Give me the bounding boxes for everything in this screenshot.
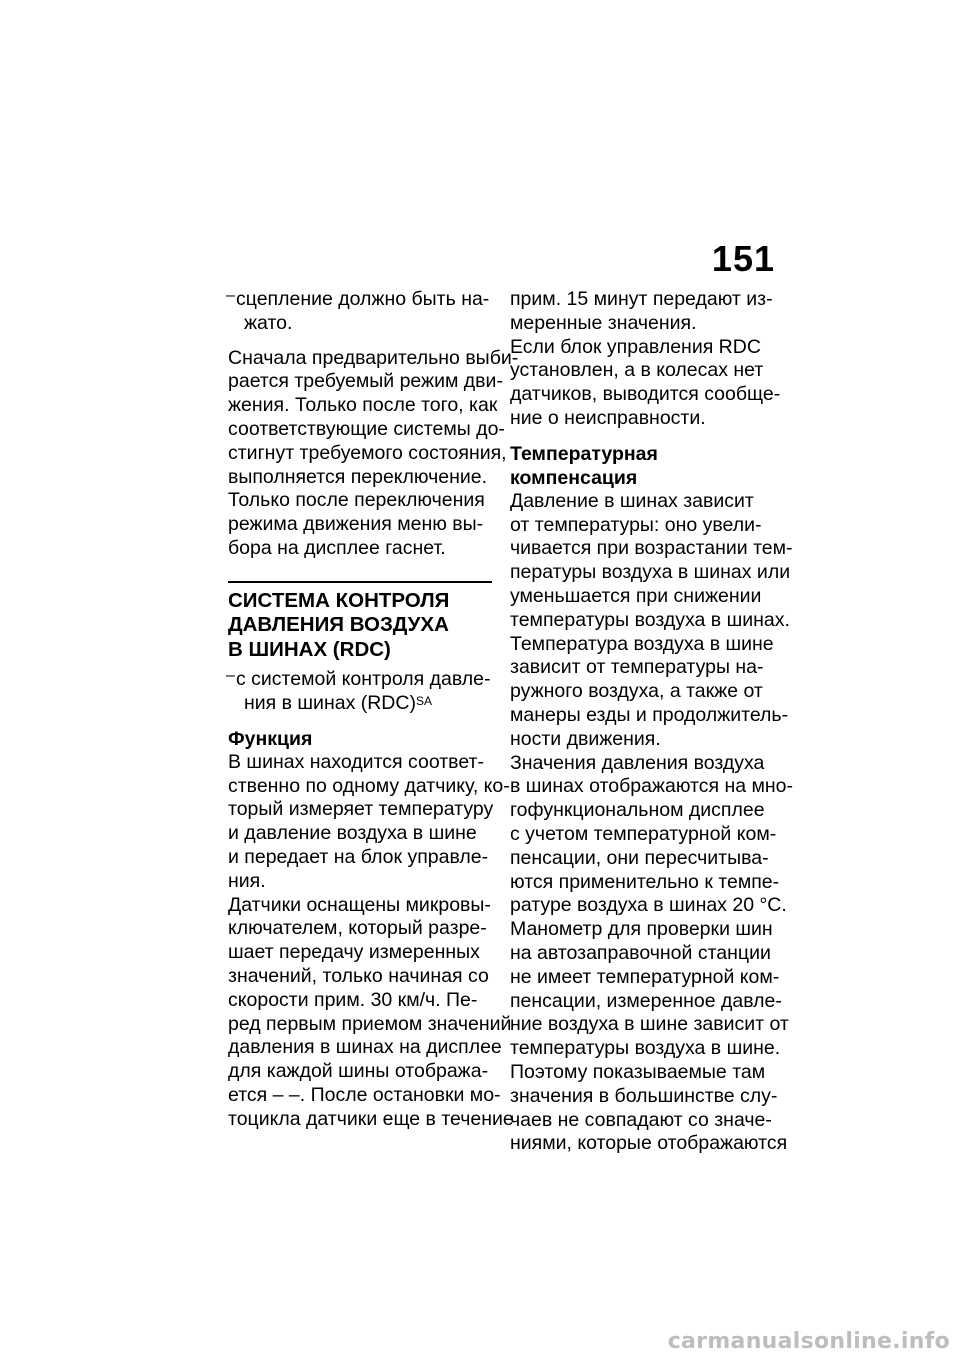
text-line: в шинах отображаются на мно- [510, 775, 793, 798]
paragraph-tire-air-temperature [510, 632, 789, 752]
text-line: выполняется переключение. [228, 465, 488, 488]
paragraph-gas-station-gauge [510, 918, 789, 1156]
text-line: ности движения. [510, 727, 661, 750]
text-line: чивается при возрастании тем- [510, 537, 793, 560]
subheading-function: Функция [228, 727, 313, 750]
text-line: не имеет температурной ком- [510, 965, 780, 988]
bullet-clutch [228, 288, 496, 336]
text-line: ния. [228, 869, 266, 892]
text-line: стигнут требуемого состояния, [228, 441, 507, 464]
text-line: Значения давления воздуха [510, 751, 765, 774]
text-line: торый измеряет температуру [228, 798, 494, 821]
text-line: сцепление должно быть на- [236, 288, 490, 310]
text-line: чаев не совпадают со значе- [510, 1108, 772, 1131]
text-line: тоцикла датчики еще в течение [228, 1107, 514, 1130]
paragraph-sensors [228, 750, 510, 894]
text-line: ются применительно к темпе- [510, 870, 780, 893]
text-line: Только после переключения [228, 489, 485, 512]
text-line: Манометр для проверки шин [510, 918, 773, 941]
text-line: ружного воздуха, а также от [510, 680, 763, 703]
text-line: с учетом температурной ком- [510, 822, 777, 845]
text-line [236, 692, 496, 716]
text-line: для каждой шины отобража- [228, 1060, 489, 1083]
text-line: ратуре воздуха в шинах 20 °C. [510, 894, 787, 917]
text-line: соответствующие системы до- [228, 417, 505, 440]
text-line: манеры езды и продолжитель- [510, 703, 789, 726]
text-line: В шинах находится соответ- [228, 750, 484, 773]
subheading-temperature-compensation [510, 442, 780, 490]
heading-line: ДАВЛЕНИЯ ВОЗДУХА [228, 613, 449, 637]
text-line: Сначала предварительно выби- [228, 346, 519, 369]
text-line: гофункциональном дисплее [510, 799, 765, 822]
text-line: режима движения меню вы- [228, 513, 484, 536]
bullet-rdc [228, 668, 496, 716]
text-line: ние воздуха в шине зависит от [510, 1013, 789, 1036]
text-line: температуры воздуха в шинах. [510, 608, 790, 631]
text-line: ется – –. После остановки мо- [228, 1084, 501, 1107]
text-line: от температуры: оно увели- [510, 513, 762, 536]
text-line: значения в большинстве слу- [510, 1084, 778, 1107]
text-line: Давление в шинах зависит [510, 489, 754, 512]
text-line: скорости прим. 30 км/ч. Пе- [228, 988, 478, 1011]
text-line: ственно по одному датчику, ко- [228, 774, 510, 797]
text-line: значений, только начиная со [228, 965, 489, 988]
dash-bullet-icon: – [226, 287, 235, 304]
text-line: жато. [244, 311, 293, 334]
right-column [510, 288, 793, 1156]
paragraph-microswitch [228, 893, 514, 1132]
text-line: Температура воздуха в шине [510, 632, 774, 655]
text-line: ниями, которые отображаются [510, 1132, 788, 1155]
text-line: температуры воздуха в шине. [510, 1037, 781, 1060]
text-line: Датчики оснащены микровы- [228, 893, 491, 916]
text-line: жения. Только после того, как [228, 394, 498, 417]
paragraph-pressure-temperature [510, 489, 793, 633]
text-span: ния в шинах (RDC) [244, 692, 416, 715]
text-line: установлен, а в колесах нет [510, 359, 764, 382]
paragraph-mode-selection [228, 346, 519, 561]
section-heading-rdc [228, 589, 496, 663]
text-line: уменьшается при снижении [510, 584, 762, 607]
text-line: пенсации, измеренное давле- [510, 989, 782, 1012]
text-line: пературы воздуха в шинах или [510, 561, 791, 584]
text-line: и давление воздуха в шине [228, 822, 477, 845]
heading-line: Температурная [510, 442, 658, 465]
text-line: и передает на блок управле- [228, 846, 489, 869]
left-column [226, 287, 519, 1132]
paragraph-15-minutes [510, 288, 780, 336]
text-line: ние о неисправности. [510, 406, 706, 429]
text-line: меренные значения. [510, 311, 697, 334]
text-line: бора на дисплее гаснет. [228, 536, 446, 559]
text-line: с системой контроля давле- [236, 668, 491, 691]
heading-line: СИСТЕМА КОНТРОЛЯ [228, 588, 450, 612]
watermark: carmanualsonline.info [667, 1329, 950, 1354]
text-line: датчиков, выводится сообще- [510, 383, 781, 406]
text-line: Если блок управления RDC [510, 335, 761, 358]
text-line: ред первым приемом значений [228, 1012, 512, 1035]
sa-superscript: SA [415, 694, 432, 709]
text-line: давления в шинах на дисплее [228, 1036, 502, 1059]
dash-bullet-icon: – [226, 667, 235, 685]
text-line: рается требуемый режим дви- [228, 370, 503, 393]
text-line: пенсации, они пересчитыва- [510, 846, 769, 869]
heading-line: В ШИНАХ (RDC) [228, 637, 391, 661]
text-line: ключателем, который разре- [228, 917, 487, 940]
paragraph-no-sensors [510, 336, 780, 431]
text-line: прим. 15 минут передают из- [510, 288, 773, 310]
heading-line: компенсация [510, 466, 638, 489]
text-line: Поэтому показываемые там [510, 1060, 766, 1083]
paragraph-display-values [510, 751, 793, 919]
text-line: шает передачу измеренных [228, 941, 480, 964]
text-line: зависит от температуры на- [510, 656, 764, 679]
section-divider [228, 581, 492, 583]
page-number: 151 [711, 238, 775, 279]
text-line: на автозаправочной станции [510, 941, 771, 964]
